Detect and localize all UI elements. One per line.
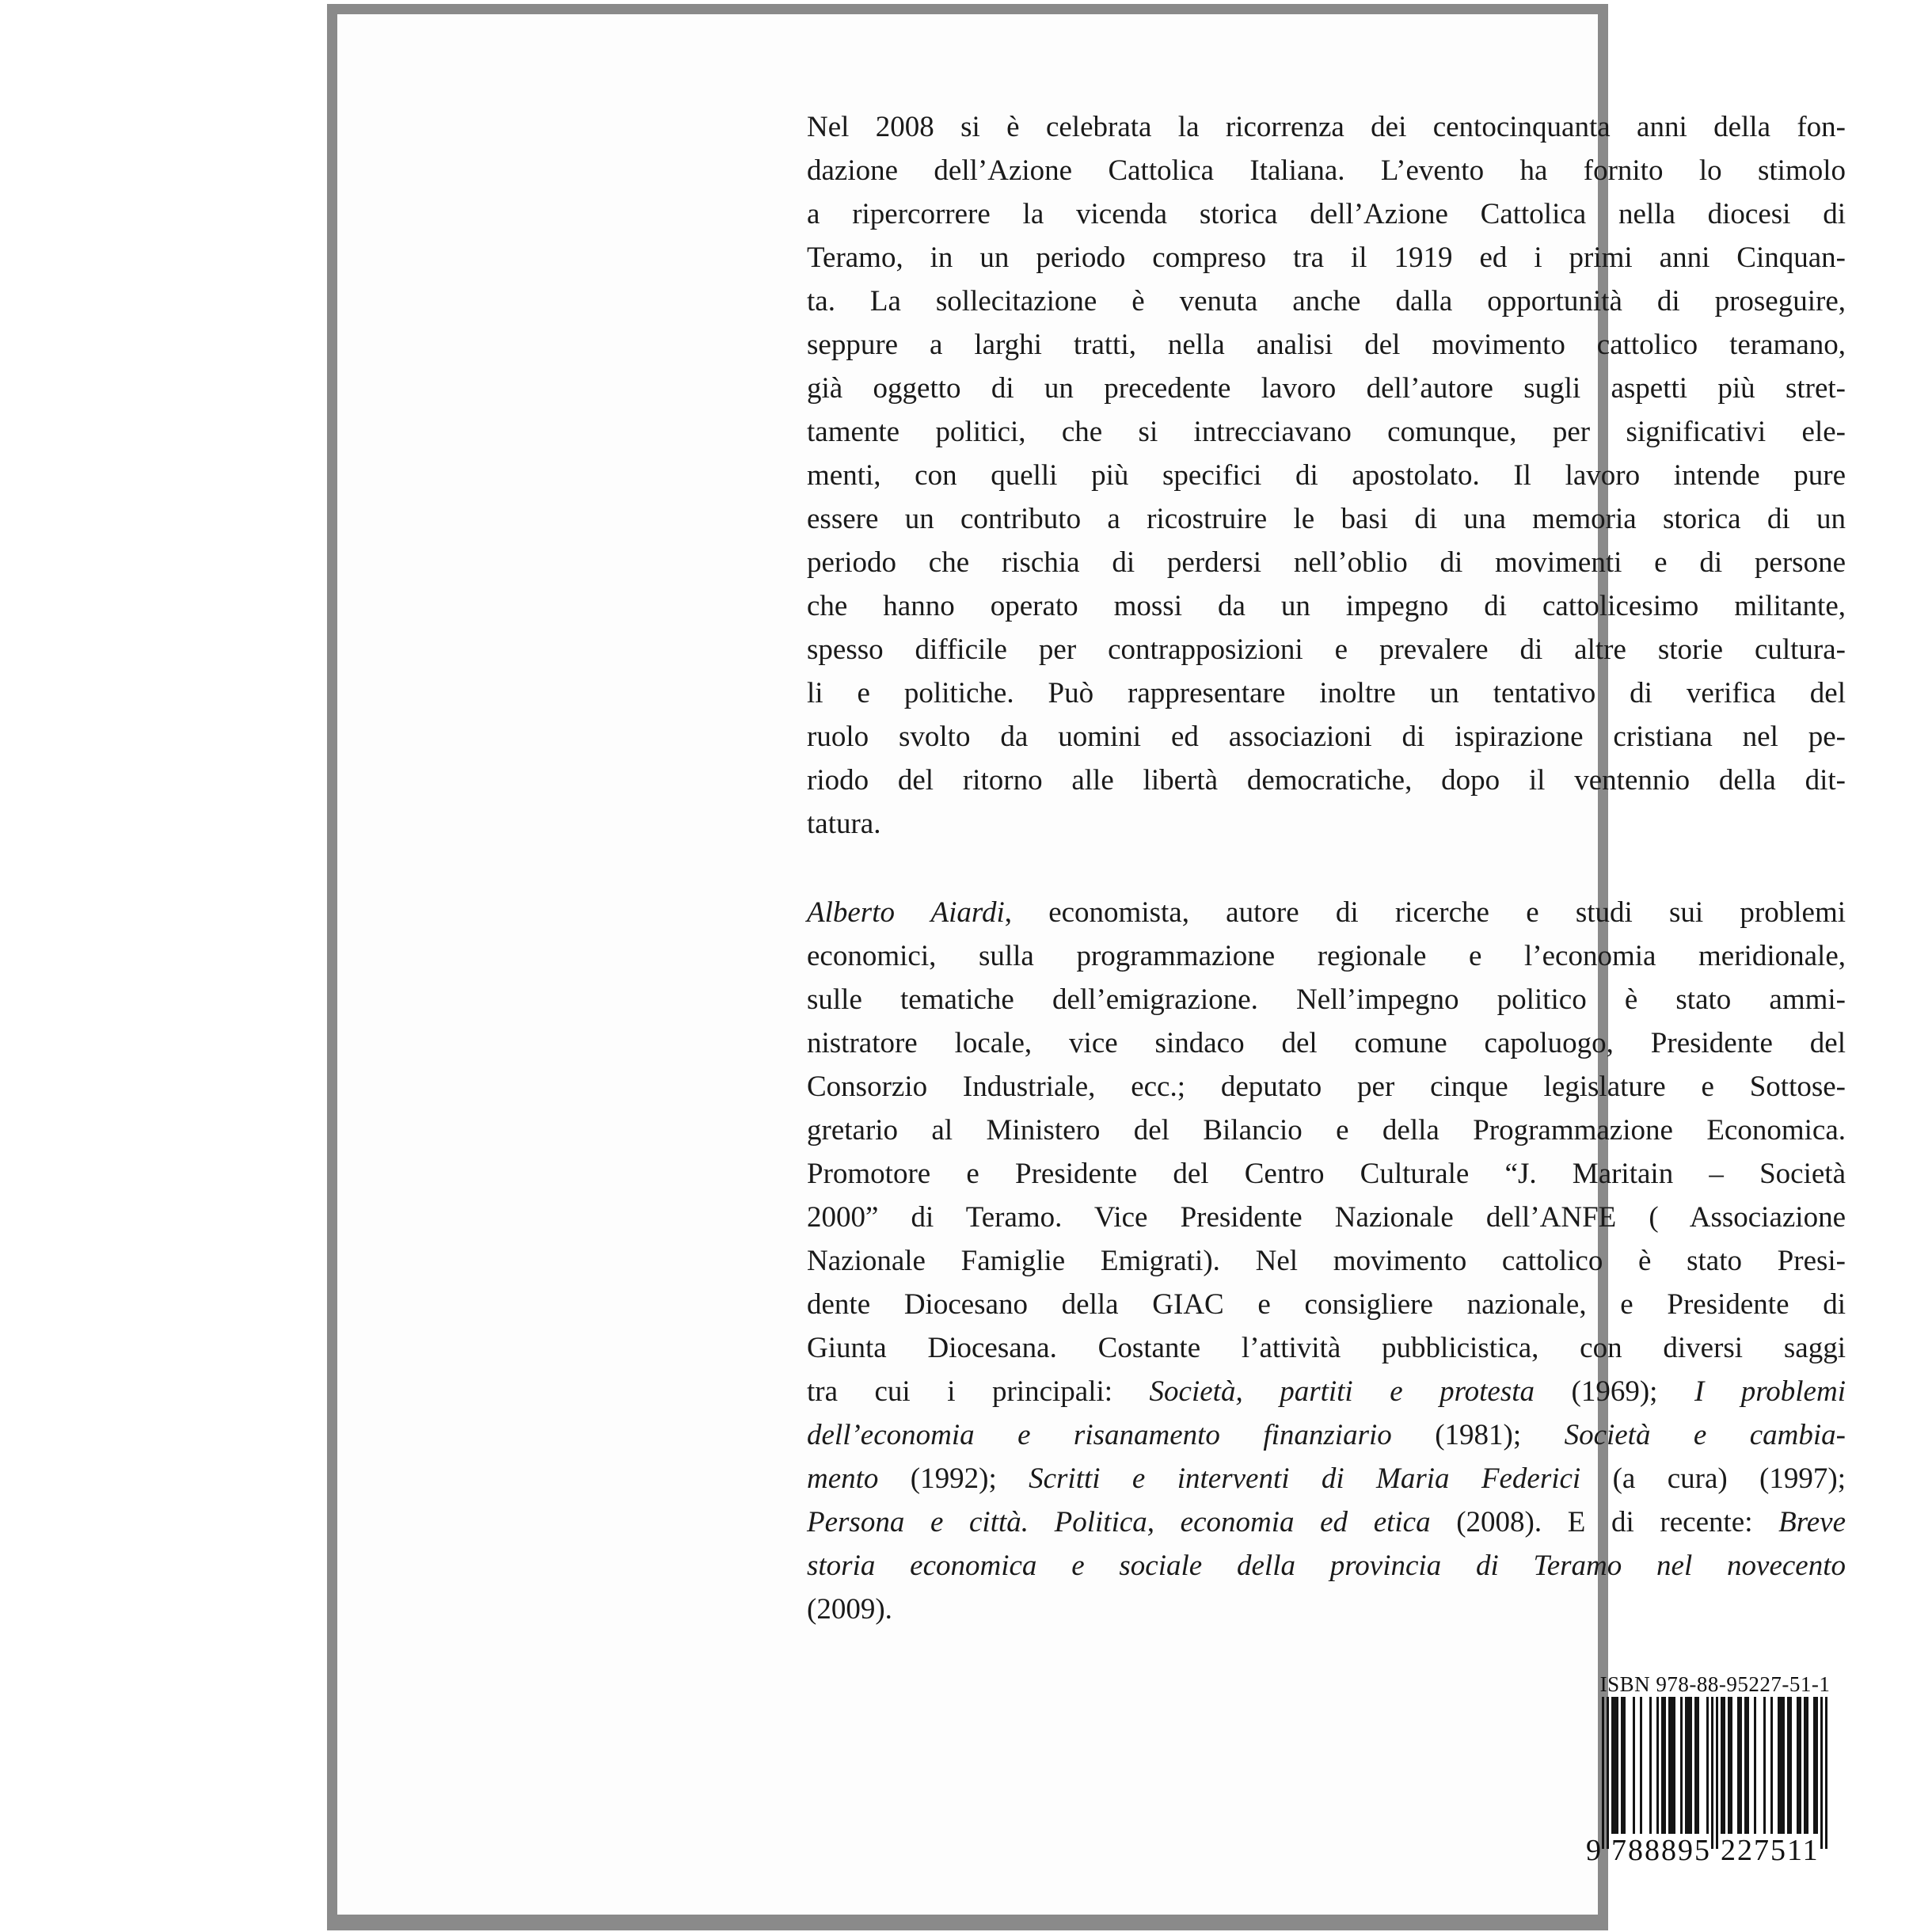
text-line: mento (1992); Scritti e interventi di Maria Federici (a cura) (1997); — [807, 1462, 1846, 1495]
text-line: sulle tematiche dell’emigrazione. Nell’impegno politico è stato ammi- — [807, 983, 1846, 1016]
barcode-digits-left: 788895 — [1611, 1834, 1711, 1867]
text-line: nistratore locale, vice sindaco del comune capoluogo, Presidente del — [807, 1027, 1846, 1059]
text-line: tamente politici, che si intrecciavano comunque, per significativi ele- — [807, 416, 1846, 448]
text-line: 2000” di Teramo. Vice Presidente Nazionale dell’ANFE ( Associazione — [807, 1201, 1846, 1234]
text-line: gretario al Ministero del Bilancio e della Programmazione Economica. — [807, 1114, 1846, 1147]
text-line: Teramo, in un periodo compreso tra il 1919 ed i primi anni Cinquan- — [807, 242, 1846, 274]
ean-barcode — [1586, 1697, 1827, 1867]
text-line: tatura. — [807, 808, 881, 840]
text-line: che hanno operato mossi da un impegno di cattolicesimo militante, — [807, 590, 1846, 622]
text-line: Consorzio Industriale, ecc.; deputato per cinque legislature e Sottose- — [807, 1071, 1846, 1103]
book-back-cover — [327, 4, 1846, 1930]
text-line: seppure a larghi tratti, nella analisi del movimento cattolico teramano, — [807, 329, 1846, 361]
text-line: li e politiche. Può rappresentare inoltre un tentativo di verifica del — [807, 677, 1846, 709]
text-line: dazione dell’Azione Cattolica Italiana. L’evento ha fornito lo stimolo — [807, 154, 1846, 187]
text-line: ta. La sollecitazione è venuta anche dalla opportunità di proseguire, — [807, 285, 1846, 318]
text-line: periodo che rischia di perdersi nell’oblio di movimenti e di persone — [807, 546, 1846, 579]
barcode-bars — [1602, 1697, 1827, 1849]
text-line: già oggetto di un precedente lavoro dell’autore sugli aspetti più stret- — [807, 372, 1846, 405]
text-line: Persona e città. Politica, economia ed etica (2008). E di recente: Breve — [807, 1506, 1846, 1538]
text-line: Giunta Diocesana. Costante l’attività pubblicistica, con diversi saggi — [807, 1332, 1846, 1364]
text-line: dente Diocesano della GIAC e consigliere nazionale, e Presidente di — [807, 1288, 1846, 1321]
text-line: economici, sulla programmazione regionale e l’economia meridionale, — [807, 940, 1846, 972]
text-line: tra cui i principali: Società, partiti e protesta (1969); I problemi — [807, 1375, 1846, 1408]
barcode-bar — [1825, 1697, 1827, 1849]
text-line: Promotore e Presidente del Centro Culturale “J. Maritain – Società — [807, 1158, 1846, 1190]
text-line: Alberto Aiardi, economista, autore di ricerche e studi sui problemi — [807, 896, 1846, 929]
text-line: spesso difficile per contrapposizioni e prevalere di altre storie cultura- — [807, 633, 1846, 666]
text-line: dell’economia e risanamento finanziario (1981); Società e cambia- — [807, 1419, 1846, 1451]
text-line: Nazionale Famiglie Emigrati). Nel movimento cattolico è stato Presi- — [807, 1245, 1846, 1277]
text-column — [807, 105, 1846, 1631]
text-line: riodo del ritorno alle libertà democratiche, dopo il ventennio della dit- — [807, 764, 1846, 797]
text-line: ruolo svolto da uomini ed associazioni di ispirazione cristiana nel pe- — [807, 721, 1846, 753]
text-line: Nel 2008 si è celebrata la ricorrenza dei centocinquanta anni della fon- — [807, 111, 1846, 143]
barcode-digit-first: 9 — [1586, 1834, 1603, 1867]
isbn-label: ISBN 978-88-95227-51-1 — [1599, 1672, 1831, 1696]
text-line: a ripercorrere la vicenda storica dell’Azione Cattolica nella diocesi di — [807, 198, 1846, 230]
synopsis-paragraph — [807, 105, 1846, 846]
author-bio-paragraph — [807, 891, 1846, 1631]
text-line: (2009). — [807, 1593, 892, 1626]
barcode-digits-right: 227511 — [1721, 1834, 1820, 1867]
text-line: essere un contributo a ricostruire le basi di una memoria storica di un — [807, 503, 1846, 535]
text-line: storia economica e sociale della provincia di Teramo nel novecento — [807, 1550, 1846, 1582]
text-line: menti, con quelli più specifici di apostolato. Il lavoro intende pure — [807, 459, 1846, 492]
